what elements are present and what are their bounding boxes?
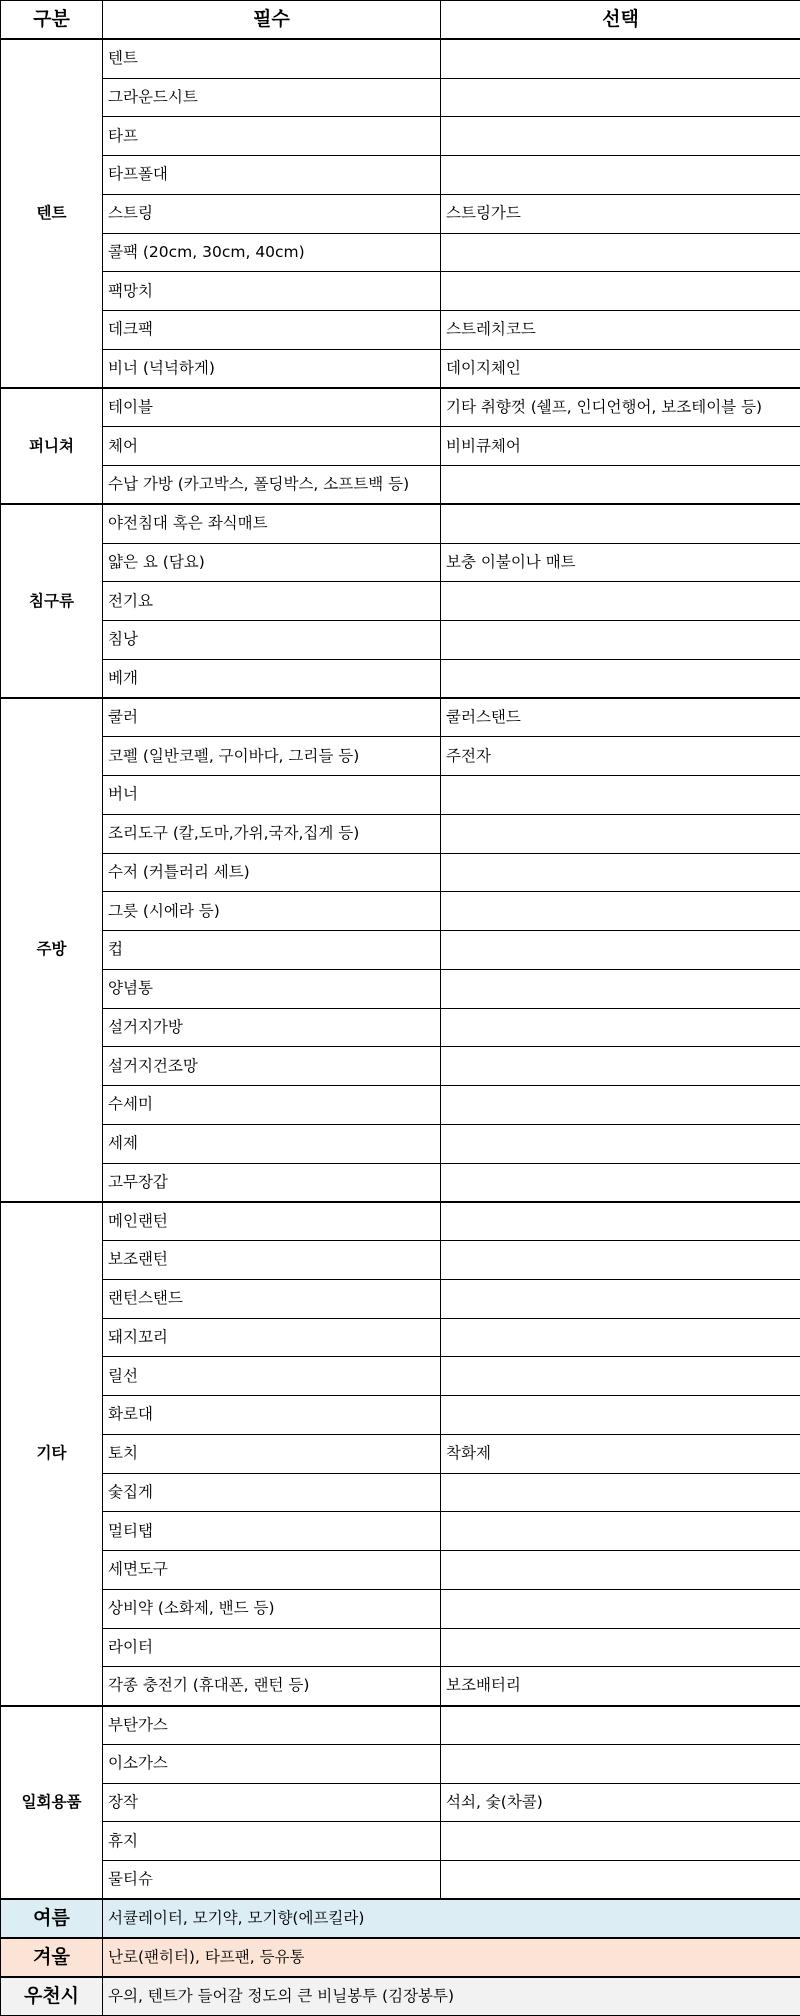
optional-item-cell[interactable]	[441, 892, 800, 931]
table-row	[1, 1279, 800, 1318]
optional-item-cell[interactable]	[441, 1163, 800, 1202]
required-item-cell[interactable]: 조리도구 (칼,도마,가위,국자,집게 등)	[103, 814, 441, 853]
optional-item-cell[interactable]	[441, 1744, 800, 1783]
seasonal-items-cell[interactable]: 서큘레이터, 모기약, 모기향(에프킬라)	[103, 1899, 800, 1938]
required-item-cell[interactable]: 보조랜턴	[103, 1241, 441, 1280]
table-row	[1, 233, 800, 272]
optional-item-cell[interactable]	[441, 1047, 800, 1086]
table-row	[1, 1783, 800, 1822]
optional-item-cell[interactable]: 주전자	[441, 737, 800, 776]
optional-item-cell[interactable]	[441, 1202, 800, 1241]
required-item-cell[interactable]: 토치	[103, 1434, 441, 1473]
table-row	[1, 698, 800, 737]
optional-item-cell[interactable]	[441, 1318, 800, 1357]
optional-item-cell[interactable]	[441, 1822, 800, 1861]
optional-item-cell[interactable]: 스트레치코드	[441, 311, 800, 350]
table-row	[1, 466, 800, 505]
required-item-cell[interactable]: 물티슈	[103, 1861, 441, 1900]
required-item-cell[interactable]: 고무장갑	[103, 1163, 441, 1202]
optional-item-cell[interactable]	[441, 504, 800, 543]
optional-item-cell[interactable]: 보충 이불이나 매트	[441, 543, 800, 582]
optional-item-cell[interactable]	[441, 1589, 800, 1628]
optional-item-cell[interactable]	[441, 1357, 800, 1396]
optional-item-cell[interactable]: 데이지체인	[441, 349, 800, 388]
category-cell-winter[interactable]: 겨울	[1, 1938, 103, 1977]
table-row	[1, 427, 800, 466]
header-row	[1, 1, 800, 40]
optional-item-cell[interactable]	[441, 776, 800, 815]
table-row	[1, 776, 800, 815]
optional-item-cell[interactable]	[441, 156, 800, 195]
optional-item-cell[interactable]	[441, 931, 800, 970]
category-cell-furniture[interactable]: 퍼니쳐	[1, 388, 103, 504]
optional-item-cell[interactable]	[441, 1628, 800, 1667]
table-row	[1, 1667, 800, 1706]
required-item-cell[interactable]: 전기요	[103, 582, 441, 621]
required-item-cell[interactable]: 비너 (넉넉하게)	[103, 349, 441, 388]
seasonal-items-cell[interactable]: 난로(팬히터), 타프팬, 등유통	[103, 1938, 800, 1977]
optional-item-cell[interactable]	[441, 1279, 800, 1318]
table-row	[1, 1047, 800, 1086]
table-row	[1, 1396, 800, 1435]
seasonal-row-summer	[1, 1899, 800, 1938]
required-item-cell[interactable]: 얇은 요 (담요)	[103, 543, 441, 582]
optional-item-cell[interactable]	[441, 1861, 800, 1900]
required-item-cell[interactable]: 수납 가방 (카고박스, 폴딩박스, 소프트백 등)	[103, 466, 441, 505]
optional-item-cell[interactable]	[441, 1008, 800, 1047]
table-row	[1, 853, 800, 892]
table-row	[1, 272, 800, 311]
table-row	[1, 39, 800, 78]
table-row	[1, 931, 800, 970]
seasonal-items-cell[interactable]: 우의, 텐트가 들어갈 정도의 큰 비닐봉투 (김장봉투)	[103, 1977, 800, 2016]
table-row	[1, 1589, 800, 1628]
required-item-cell[interactable]: 그라운드시트	[103, 78, 441, 117]
optional-item-cell[interactable]	[441, 659, 800, 698]
required-item-cell[interactable]: 타프폴대	[103, 156, 441, 195]
optional-item-cell[interactable]	[441, 853, 800, 892]
table-row	[1, 543, 800, 582]
table-row	[1, 814, 800, 853]
table-row	[1, 156, 800, 195]
optional-item-cell[interactable]: 스트링가드	[441, 194, 800, 233]
seasonal-row-rain	[1, 1977, 800, 2016]
optional-item-cell[interactable]	[441, 814, 800, 853]
optional-item-cell[interactable]	[441, 969, 800, 1008]
category-cell-rain[interactable]: 우천시	[1, 1977, 103, 2016]
table-row	[1, 1163, 800, 1202]
table-row	[1, 1241, 800, 1280]
required-item-cell[interactable]: 쿨러	[103, 698, 441, 737]
table-row	[1, 311, 800, 350]
optional-item-cell[interactable]	[441, 1551, 800, 1590]
table-body	[1, 39, 800, 2015]
optional-item-cell[interactable]	[441, 39, 800, 78]
required-item-cell[interactable]: 팩망치	[103, 272, 441, 311]
required-item-cell[interactable]: 수저 (커틀러리 세트)	[103, 853, 441, 892]
table-row	[1, 1318, 800, 1357]
table-row	[1, 1512, 800, 1551]
table-row	[1, 1861, 800, 1900]
optional-item-cell[interactable]	[441, 1706, 800, 1745]
header-required[interactable]: 필수	[103, 1, 441, 40]
table-row	[1, 1628, 800, 1667]
table-row	[1, 1434, 800, 1473]
required-item-cell[interactable]: 텐트	[103, 39, 441, 78]
table-row	[1, 621, 800, 660]
required-item-cell[interactable]: 설거지건조망	[103, 1047, 441, 1086]
required-item-cell[interactable]: 휴지	[103, 1822, 441, 1861]
table-row	[1, 349, 800, 388]
optional-item-cell[interactable]	[441, 1512, 800, 1551]
required-item-cell[interactable]: 콜팩 (20cm, 30cm, 40cm)	[103, 233, 441, 272]
optional-item-cell[interactable]: 쿨러스탠드	[441, 698, 800, 737]
required-item-cell[interactable]: 숯집게	[103, 1473, 441, 1512]
optional-item-cell[interactable]	[441, 78, 800, 117]
required-item-cell[interactable]: 부탄가스	[103, 1706, 441, 1745]
optional-item-cell[interactable]: 비비큐체어	[441, 427, 800, 466]
optional-item-cell[interactable]	[441, 1241, 800, 1280]
optional-item-cell[interactable]	[441, 233, 800, 272]
required-item-cell[interactable]: 랜턴스탠드	[103, 1279, 441, 1318]
table-row	[1, 1706, 800, 1745]
category-cell-summer[interactable]: 여름	[1, 1899, 103, 1938]
category-cell-tent[interactable]: 텐트	[1, 39, 103, 388]
table-row	[1, 737, 800, 776]
table-row	[1, 388, 800, 427]
required-item-cell[interactable]: 체어	[103, 427, 441, 466]
required-item-cell[interactable]: 코펠 (일반코펠, 구이바다, 그리들 등)	[103, 737, 441, 776]
table-row	[1, 504, 800, 543]
required-item-cell[interactable]: 야전침대 혹은 좌식매트	[103, 504, 441, 543]
required-item-cell[interactable]: 수세미	[103, 1086, 441, 1125]
required-item-cell[interactable]: 멀티탭	[103, 1512, 441, 1551]
category-cell-etc[interactable]: 기타	[1, 1202, 103, 1706]
category-cell-disposable[interactable]: 일회용품	[1, 1706, 103, 1900]
table-row	[1, 1202, 800, 1241]
optional-item-cell[interactable]	[441, 117, 800, 156]
required-item-cell[interactable]: 장작	[103, 1783, 441, 1822]
required-item-cell[interactable]: 세면도구	[103, 1551, 441, 1590]
table-row	[1, 78, 800, 117]
optional-item-cell[interactable]: 착화제	[441, 1434, 800, 1473]
required-item-cell[interactable]: 그릇 (시에라 등)	[103, 892, 441, 931]
optional-item-cell[interactable]	[441, 1473, 800, 1512]
optional-item-cell[interactable]: 기타 취향껏 (쉘프, 인디언행어, 보조테이블 등)	[441, 388, 800, 427]
category-cell-bedding[interactable]: 침구류	[1, 504, 103, 698]
table-row	[1, 1124, 800, 1163]
required-item-cell[interactable]: 데크팩	[103, 311, 441, 350]
optional-item-cell[interactable]	[441, 621, 800, 660]
table-row	[1, 1744, 800, 1783]
category-cell-kitchen[interactable]: 주방	[1, 698, 103, 1202]
table-row	[1, 1357, 800, 1396]
table-row	[1, 194, 800, 233]
table-row	[1, 1086, 800, 1125]
table-row	[1, 1008, 800, 1047]
required-item-cell[interactable]: 각종 충전기 (휴대폰, 랜턴 등)	[103, 1667, 441, 1706]
table-row	[1, 1551, 800, 1590]
optional-item-cell[interactable]	[441, 1086, 800, 1125]
header-category[interactable]: 구분	[1, 1, 103, 40]
optional-item-cell[interactable]	[441, 466, 800, 505]
optional-item-cell[interactable]: 보조배터리	[441, 1667, 800, 1706]
optional-item-cell[interactable]	[441, 272, 800, 311]
table-row	[1, 117, 800, 156]
required-item-cell[interactable]: 버너	[103, 776, 441, 815]
required-item-cell[interactable]: 테이블	[103, 388, 441, 427]
required-item-cell[interactable]: 타프	[103, 117, 441, 156]
optional-item-cell[interactable]	[441, 1124, 800, 1163]
required-item-cell[interactable]: 돼지꼬리	[103, 1318, 441, 1357]
table-row	[1, 969, 800, 1008]
seasonal-row-winter	[1, 1938, 800, 1977]
table-row	[1, 892, 800, 931]
table-row	[1, 659, 800, 698]
required-item-cell[interactable]: 세제	[103, 1124, 441, 1163]
optional-item-cell[interactable]	[441, 1396, 800, 1435]
required-item-cell[interactable]: 릴선	[103, 1357, 441, 1396]
required-item-cell[interactable]: 상비약 (소화제, 밴드 등)	[103, 1589, 441, 1628]
required-item-cell[interactable]: 스트링	[103, 194, 441, 233]
optional-item-cell[interactable]: 석쇠, 숯(차콜)	[441, 1783, 800, 1822]
required-item-cell[interactable]: 설거지가방	[103, 1008, 441, 1047]
table-row	[1, 1473, 800, 1512]
required-item-cell[interactable]: 메인랜턴	[103, 1202, 441, 1241]
table-row	[1, 1822, 800, 1861]
optional-item-cell[interactable]	[441, 582, 800, 621]
required-item-cell[interactable]: 화로대	[103, 1396, 441, 1435]
required-item-cell[interactable]: 양념통	[103, 969, 441, 1008]
table-row	[1, 582, 800, 621]
header-optional[interactable]: 선택	[441, 1, 800, 40]
required-item-cell[interactable]: 이소가스	[103, 1744, 441, 1783]
required-item-cell[interactable]: 베개	[103, 659, 441, 698]
required-item-cell[interactable]: 침낭	[103, 621, 441, 660]
required-item-cell[interactable]: 컵	[103, 931, 441, 970]
required-item-cell[interactable]: 라이터	[103, 1628, 441, 1667]
